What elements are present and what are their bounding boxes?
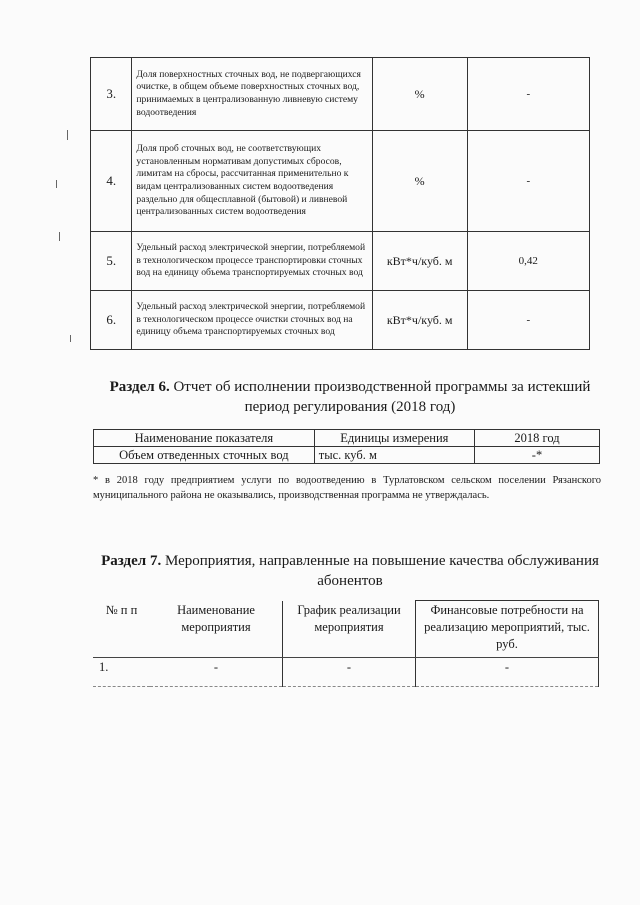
section-7-label: Раздел 7.: [101, 553, 162, 569]
indicator-value: 0,42: [467, 232, 589, 291]
value-cell: -*: [475, 447, 600, 464]
table-row: [94, 447, 600, 464]
section-6-heading: [90, 377, 610, 417]
column-header: 2018 год: [475, 430, 600, 447]
column-header: Финансовые потребности на реализацию мероприятий, тыс. руб.: [416, 601, 599, 658]
table-row: [93, 658, 599, 687]
measures-table: [93, 600, 599, 687]
column-header: Единицы измерения: [314, 430, 474, 447]
table-row: [91, 232, 590, 291]
measure-finance: -: [416, 658, 599, 687]
row-number: 5.: [91, 232, 132, 291]
indicator-value: -: [467, 58, 589, 131]
scan-speck: [70, 335, 71, 342]
table-row: [91, 58, 590, 131]
column-header: График реализации мероприятия: [283, 601, 416, 658]
row-number: 3.: [91, 58, 132, 131]
indicator-value: -: [467, 291, 589, 350]
indicator-value: -: [467, 131, 589, 232]
scan-speck: [56, 180, 57, 188]
program-report-table: [93, 429, 600, 464]
table-row: [91, 131, 590, 232]
section-7-heading: [90, 551, 610, 591]
indicator-name: Удельный расход электрической энергии, потребляемой в технологическом процессе очистки сточных вод на единицу объема транспортируемых сточных вод: [132, 291, 372, 350]
footnote: * в 2018 году предприятием услуги по водоотведению в Турлатовском сельском поселении Рязанского муниципального района не оказывались, производственная программа не утверждалась.: [93, 475, 601, 501]
indicator-cell: Объем отведенных сточных вод: [94, 447, 315, 464]
indicator-unit: %: [372, 131, 467, 232]
column-header: № п п: [93, 601, 150, 658]
measure-name: -: [150, 658, 283, 687]
section-7-title: Мероприятия, направленные на повышение качества обслуживания абонентов: [164, 553, 599, 589]
indicators-table: [90, 57, 590, 350]
section-6-title: Отчет об исполнении производственной программы за истекший период регулирования (2018 год): [173, 379, 591, 415]
indicator-name: Удельный расход электрической энергии, потребляемой в технологическом процессе транспортировки сточных вод на единицу объема транспортируемых сточных вод: [132, 232, 372, 291]
indicator-name: Доля проб сточных вод, не соответствующих установленным нормативам допустимых сбросов, лимитам на сбросы, рассчитанная применительно к видам централизованных систем водоотведения раздельно для общесплавной (бытовой) и ливневой централизованных систем водоотведения: [132, 131, 372, 232]
measure-schedule: -: [283, 658, 416, 687]
scan-speck: [67, 130, 68, 140]
indicator-name: Доля поверхностных сточных вод, не подвергающихся очистке, в общем объеме поверхностных сточных вод, принимаемых в централизованную ливневую систему водоотведения: [132, 58, 372, 131]
scan-speck: [59, 232, 60, 241]
unit-cell: тыс. куб. м: [314, 447, 474, 464]
indicator-unit: кВт*ч/куб. м: [372, 291, 467, 350]
row-number: 4.: [91, 131, 132, 232]
table-header-row: [94, 430, 600, 447]
column-header: Наименование показателя: [94, 430, 315, 447]
indicator-unit: кВт*ч/куб. м: [372, 232, 467, 291]
table-row: [91, 291, 590, 350]
indicator-unit: %: [372, 58, 467, 131]
section-6-label: Раздел 6.: [109, 379, 170, 395]
column-header: Наименование мероприятия: [150, 601, 283, 658]
row-number: 1.: [93, 658, 150, 687]
row-number: 6.: [91, 291, 132, 350]
table-header-row: [93, 601, 599, 658]
